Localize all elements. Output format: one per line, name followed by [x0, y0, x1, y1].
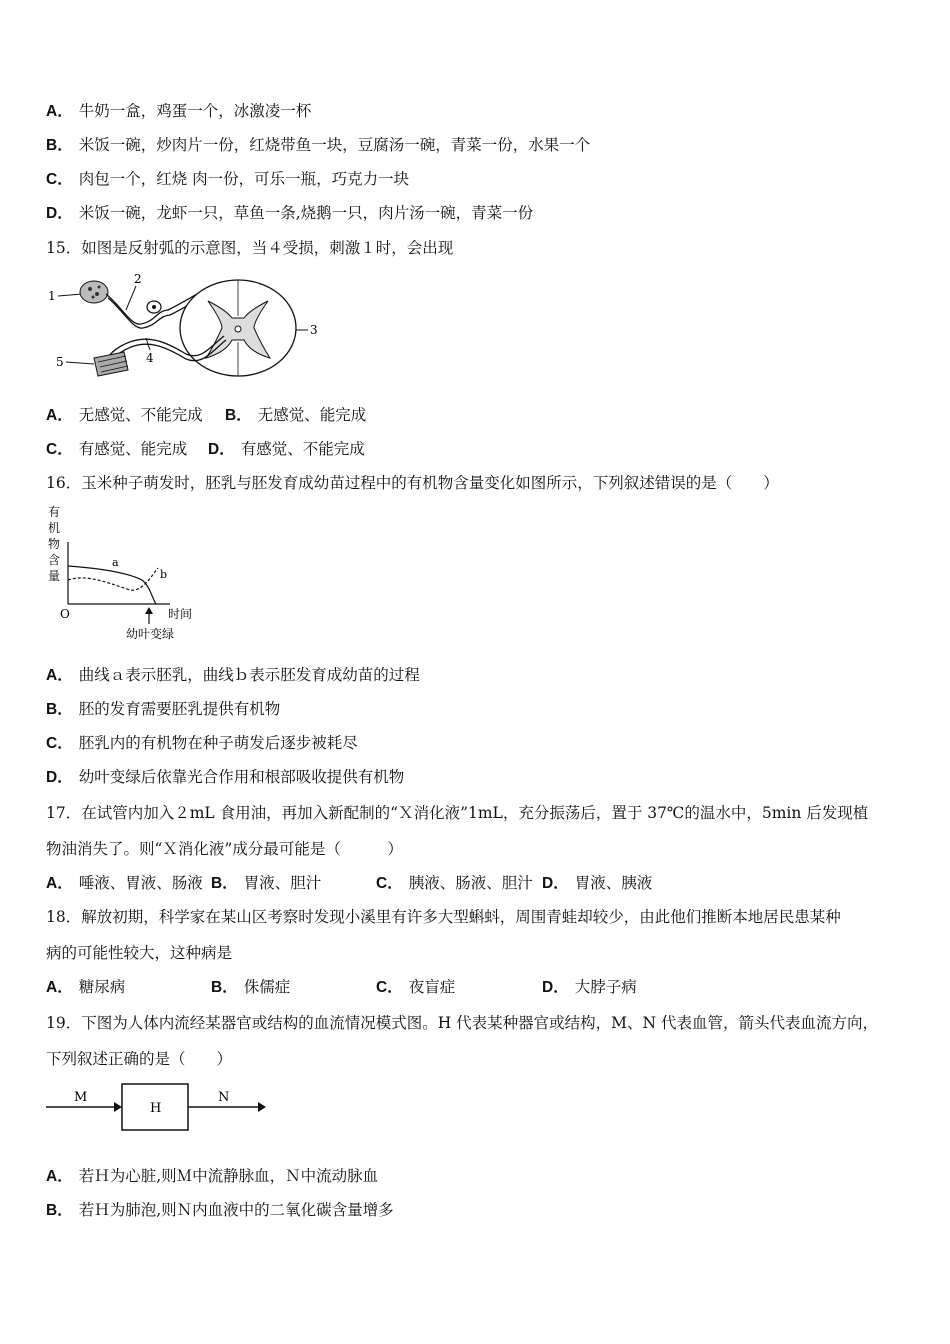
vessel-n-label: N — [218, 1090, 230, 1105]
ylabel-char: 含 — [48, 553, 61, 567]
origin-label: O — [60, 607, 70, 621]
q19-option-b: B． 若Ｈ为肺泡,则Ｎ内血液中的二氧化碳含量增多 — [46, 1201, 394, 1219]
label-1: 1 — [48, 289, 56, 303]
ylabel-char: 有 — [48, 505, 61, 519]
receptor-icon — [80, 281, 108, 303]
vessel-m-label: M — [74, 1090, 88, 1105]
curve-b-label: b — [160, 568, 168, 581]
q17-stem-line1: 17．在试管内加入２mL 食用油，再加入新配制的“Ｘ消化液”1mL，充分振荡后，置于 37℃的温水中，5min 后发现植 — [46, 804, 869, 822]
q16-option-c: C． 胚乳内的有机物在种子萌发后逐步被耗尽 — [46, 734, 358, 752]
q19-stem-line1: 19．下图为人体内流经某器官或结构的血流情况模式图。H 代表某种器官或结构，M、N 代表血管，箭头代表血流方向， — [46, 1014, 879, 1032]
q14-option-d: D． 米饭一碗，龙虾一只，草鱼一条,烧鹅一只，肉片汤一碗，青菜一份 — [46, 204, 534, 222]
q16-stem: 16．玉米种子萌发时，胚乳与胚发育成幼苗过程中的有机物含量变化如图所示，下列叙述错误的是（ ） — [46, 474, 779, 492]
q16-option-d: D． 幼叶变绿后依靠光合作用和根部吸收提供有机物 — [46, 768, 405, 786]
ylabel-char: 物 — [48, 537, 61, 551]
effector-icon — [94, 352, 128, 376]
label-5: 5 — [56, 355, 64, 369]
q17-option-d: D． 胃液、胰液 — [542, 874, 653, 892]
q19-option-a: A． 若Ｈ为心脏,则Ｍ中流静脉血，Ｎ中流动脉血 — [46, 1167, 379, 1185]
label-2: 2 — [134, 272, 142, 286]
x-axis-label: 时间 — [168, 607, 193, 621]
label-4: 4 — [146, 351, 154, 365]
q18-option-a: A． 糖尿病 — [46, 978, 126, 996]
q18-stem-line1: 18．解放初期，科学家在某山区考察时发现小溪里有许多大型蝌蚪，周围青蛙却较少，由此他们推断本地居民患某种 — [46, 908, 841, 926]
reflex-arc-figure — [46, 266, 326, 386]
q16-option-a: A． 曲线ａ表示胚乳，曲线ｂ表示胚发育成幼苗的过程 — [46, 666, 420, 684]
q18-option-d: D． 大脖子病 — [542, 978, 637, 996]
q15-option-b: B． 无感觉、能完成 — [225, 406, 367, 424]
q17-option-c: C． 胰液、肠液、胆汁 — [376, 874, 533, 892]
q15-option-c: C． 有感觉、能完成 — [46, 440, 188, 458]
q18-option-c: C． 夜盲症 — [376, 978, 456, 996]
organic-matter-figure — [46, 502, 206, 644]
marker-label: 幼叶变绿 — [126, 627, 175, 641]
q14-option-a: A． 牛奶一盒，鸡蛋一个，冰激凌一杯 — [46, 102, 312, 120]
q17-stem-line2: 物油消失了。则“Ｘ消化液”成分最可能是（ ） — [46, 840, 403, 858]
q15-option-a: A． 无感觉、不能完成 — [46, 406, 203, 424]
q17-option-b: B． 胃液、胆汁 — [211, 874, 322, 892]
q18-stem-line2: 病的可能性较大，这种病是 — [46, 944, 233, 962]
ylabel-char: 机 — [48, 521, 61, 535]
ylabel-char: 量 — [48, 569, 61, 583]
label-3: 3 — [310, 323, 318, 337]
blood-flow-figure — [46, 1080, 276, 1136]
q18-option-b: B． 侏儒症 — [211, 978, 291, 996]
q14-option-b: B． 米饭一碗，炒肉片一份，红烧带鱼一块，豆腐汤一碗，青菜一份，水果一个 — [46, 136, 591, 154]
curve-a-label: a — [112, 556, 119, 569]
curve-a — [68, 566, 156, 604]
arrow-out-icon — [258, 1102, 266, 1112]
q15-stem: 15．如图是反射弧的示意图，当４受损，刺激１时，会出现 — [46, 239, 454, 257]
organ-h-label: H — [150, 1101, 162, 1116]
q17-option-a: A． 唾液、胃液、肠液 — [46, 874, 203, 892]
arrow-in-icon — [114, 1102, 122, 1112]
q19-stem-line2: 下列叙述正确的是（ ） — [46, 1050, 233, 1068]
q14-option-c: C． 肉包一个，红烧 肉一份，可乐一瓶，巧克力一块 — [46, 170, 410, 188]
spinal-cord — [180, 280, 296, 376]
q16-option-b: B． 胚的发育需要胚乳提供有机物 — [46, 700, 281, 718]
q15-option-d: D． 有感觉、不能完成 — [208, 440, 365, 458]
